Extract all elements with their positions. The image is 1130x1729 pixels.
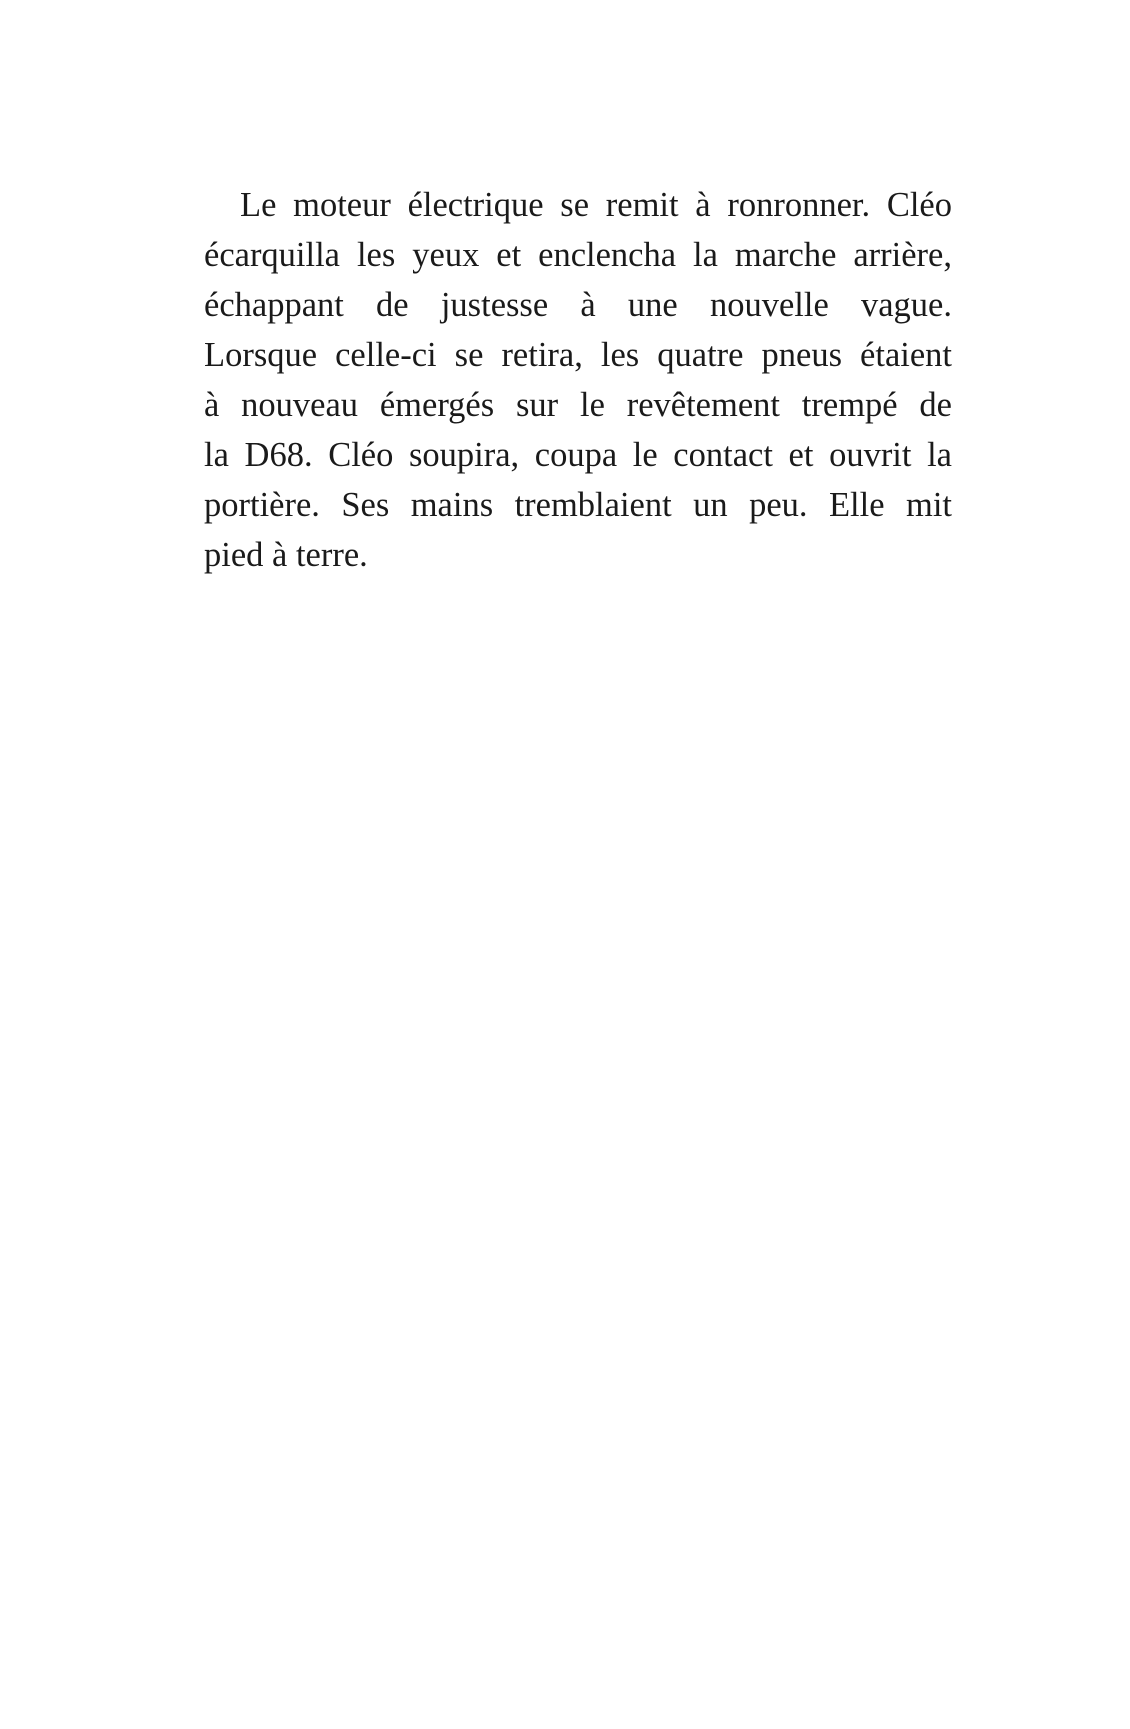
paragraph-line: écarquilla les yeux et enclencha la marche arrière, [204, 236, 952, 274]
paragraph-line: échappant de justesse à une nouvelle vague. [204, 286, 952, 324]
paragraph-line: pied à terre. [204, 536, 368, 574]
paragraph-line: Lorsque celle-ci se retira, les quatre pneus étaient [204, 336, 952, 374]
paragraph-line: la D68. Cléo soupira, coupa le contact et ouvrit la [204, 436, 952, 474]
paragraph-line: à nouveau émergés sur le revêtement trempé de [204, 386, 952, 424]
paragraph-line: Le moteur électrique se remit à ronronner. Cléo [240, 186, 952, 224]
paragraph [204, 180, 952, 580]
paragraph-line: portière. Ses mains tremblaient un peu. Elle mit [204, 486, 952, 524]
